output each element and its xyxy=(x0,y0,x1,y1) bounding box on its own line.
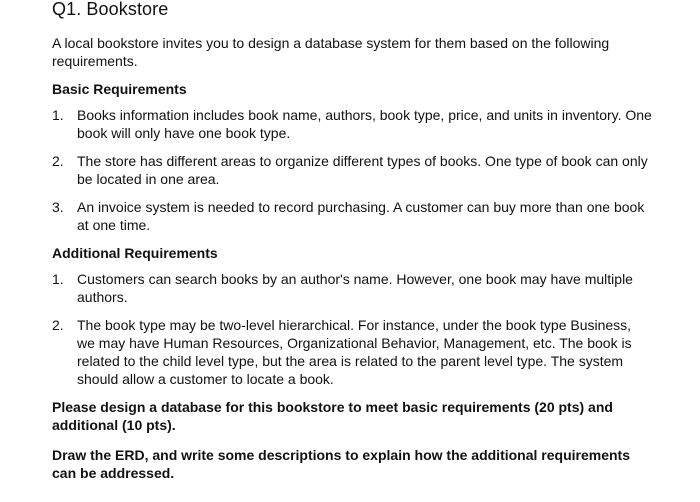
list-item xyxy=(52,270,652,306)
list-item-text: Customers can search books by an author's name. However, one book may have multiple authors. xyxy=(77,271,633,305)
list-item-number: 3. xyxy=(52,199,64,215)
list-item-number: 1. xyxy=(52,107,64,123)
design-task-paragraph: Please design a database for this bookstore to meet basic requirements (20 pts) and additional (10 pts). xyxy=(52,399,613,433)
list-item xyxy=(52,106,652,142)
basic-requirements-heading: Basic Requirements xyxy=(52,81,187,97)
list-item-number: 1. xyxy=(52,271,64,287)
list-item-number: 2. xyxy=(52,317,64,333)
basic-requirements-list xyxy=(52,106,652,234)
list-item xyxy=(52,198,652,234)
erd-task-paragraph: Draw the ERD, and write some descriptions to explain how the additional requirements can be addressed. xyxy=(52,447,630,481)
list-item-text: The store has different areas to organize different types of books. One type of book can only be located in one area. xyxy=(77,153,648,187)
additional-requirements-list xyxy=(52,270,652,388)
additional-requirements-heading: Additional Requirements xyxy=(52,245,218,261)
list-item-text: Books information includes book name, authors, book type, price, and units in inventory. One book will only have one book type. xyxy=(77,107,652,141)
intro-paragraph: A local bookstore invites you to design a database system for them based on the following requirements. xyxy=(52,35,610,69)
list-item xyxy=(52,316,652,388)
list-item-number: 2. xyxy=(52,153,64,169)
list-item-text: The book type may be two-level hierarchical. For instance, under the book type Business, we may have Human Resources, Organizational Behavior, Management, etc. The book is related to the child level type, but the area is related to the parent level type. The system should allow a customer to locate a book. xyxy=(77,317,632,387)
list-item-text: An invoice system is needed to record purchasing. A customer can buy more than one book at one time. xyxy=(77,199,645,233)
question-title: Q1. Bookstore xyxy=(52,0,169,19)
list-item xyxy=(52,152,652,188)
question-body xyxy=(52,34,652,494)
